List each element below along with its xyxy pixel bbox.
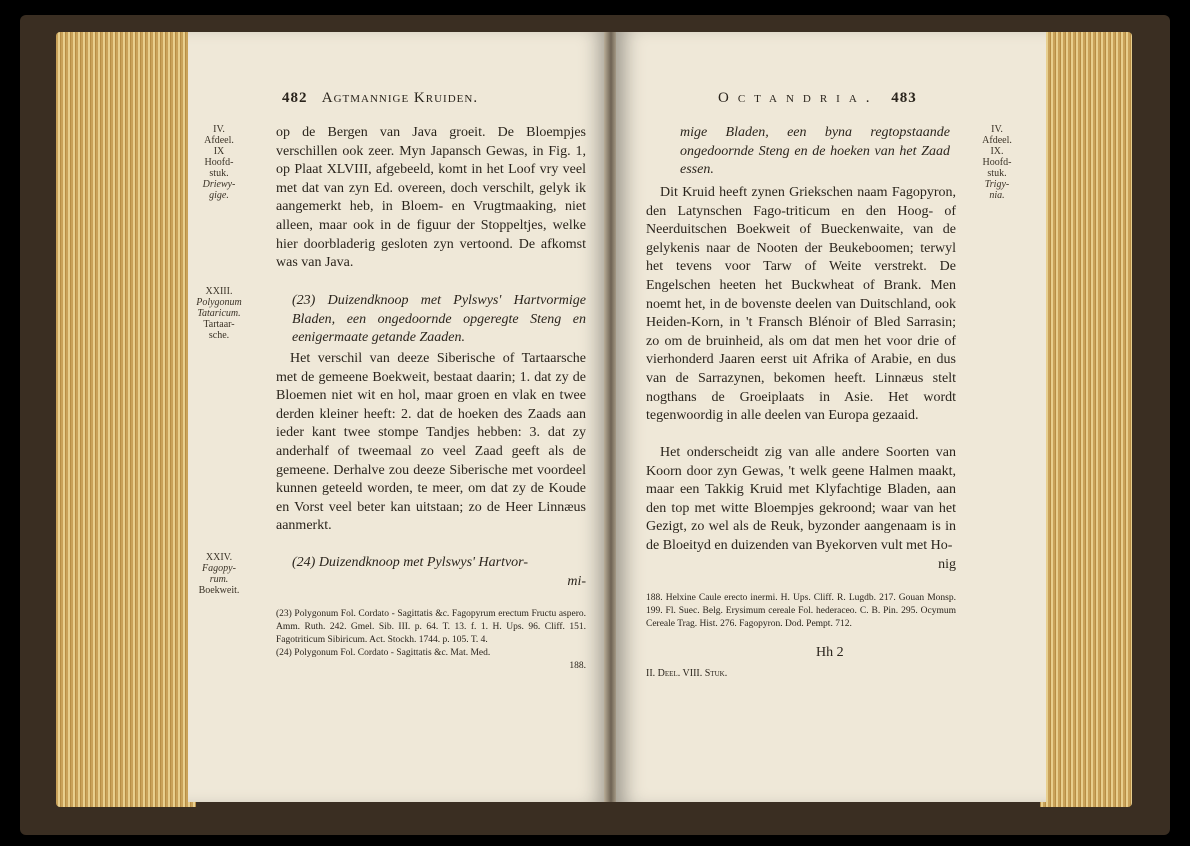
page-edges-left xyxy=(56,32,196,807)
left-footnotes xyxy=(276,608,586,673)
left-paragraph-2: Het verschil van deeze Siberische of Tartaarsche met de gemeene Boekweit, bestaat daarin; 1. dat zy de Bloemen niet wit en hol, maar groen en vlak en twee derden kleiner heeft: 2. dat de hoeken des Zaads aan ieder kant twee stompe Tandjes hebben: 3. dat zy anderhalf of tweemaal zo veel Zaad geeft als de gemeene. Derhalve zou deeze Siberische met voordeel kunnen geteeld worden, te meer, om dat zy de Koude en Vorst veel beter kan uitstaan; zo de Heer Linnæus aanmerkt. xyxy=(276,351,586,534)
right-page xyxy=(616,32,1046,802)
right-paragraph-2: Het onderscheidt zig van alle andere Soorten van Koorn door zyn Gewas, 't welk geene Halmen maakt, maar een Takkig Kruid met Klyfachtige Bladen, aan den top met witte Bloempjes gekroond; waar van het Gezigt, zo wel als de Reuk, byzonder aangenaam is in de Bloeityd en duizenden van Byekorven vult met Ho- nig xyxy=(646,445,956,572)
right-running-title: Octandria. xyxy=(718,90,879,106)
left-page-number: 482 xyxy=(282,90,308,106)
right-footnote: 188. Helxine Caule erecto inermi. H. Ups. Cliff. R. Lugdb. 217. Gouan Monsp. 199. Fl. Suec. Belg. Erysimum cereale Fol. hederaceo. C. B. Pin. 295. Ocymum Cereale Trag. Hist. 276. Fagopyron. Dod. Pempt. 712. xyxy=(646,593,956,629)
footnote-catchword: 188. xyxy=(569,661,586,671)
right-margin-note: IV. Afdeel. IX. Hoofd- stuk. Trigy- nia. xyxy=(982,124,1012,201)
volume-line: II. Deel. VIII. Stuk. xyxy=(646,668,728,679)
left-running-title: Agtmannige Kruiden. xyxy=(321,90,479,106)
left-page-header xyxy=(282,90,478,107)
species-24-continuation: mige Bladen, een byna regtopstaande ongedoornde Steng en de hoeken van het Zaad essen. xyxy=(680,125,950,178)
left-margin-note-2: XXIII. Polygonum Tataricum. Tartaar- sche. xyxy=(196,286,242,341)
footnote-24: (24) Polygonum Fol. Cordato - Sagittatis &c. Mat. Med. xyxy=(276,648,491,658)
right-page-number: 483 xyxy=(891,90,917,106)
left-page xyxy=(188,32,608,802)
species-23-heading: (23) Duizendknoop met Pylswys' Hartvormige Bladen, een ongedoornde opgeregte Steng en eenigermaate getande Zaaden. xyxy=(292,293,586,346)
left-margin-note-1: IV. Afdeel. IX Hoofd- stuk. Driewy- gige. xyxy=(202,124,236,201)
species-24-heading: (24) Duizendknoop met Pylswys' Hartvor- mi- xyxy=(292,555,586,589)
left-paragraph-1: op de Bergen van Java groeit. De Bloempjes verschillen ook zeer. Myn Japansch Gewas, in Fig. 1, op Plaat XLVIII, afgebeeld, komt in het Loof vry veel met dat van zyn Ed. overeen, doch verschilt, gelyk ik aangemerkt heb, in Bloem- en Vrugtmaaking, niet alleen, maar ook in de figuur der Stoppeltjes, welke hier doorbladerig gesloten zyn vertoond. De afkomst was van Java. xyxy=(276,125,586,271)
page-edges-right xyxy=(1040,32,1132,807)
footnote-23: (23) Polygonum Fol. Cordato - Sagittatis &c. Fagopyrum erectum Fructu aspero. Amm. Ruth. 242. Gmel. Sib. III. p. 64. T. 13. f. 1. H. Ups. 96. Cliff. 151. Fagotriticum Sibiricum. Act. Stockh. 1744. p. 105. T. 4. xyxy=(276,609,586,645)
left-margin-note-3: XXIV. Fagopy- rum. Boekweit. xyxy=(198,552,240,596)
signature-mark: Hh 2 xyxy=(816,645,844,660)
right-page-header xyxy=(718,90,917,107)
right-paragraph-1: Dit Kruid heeft zynen Griekschen naam Fagopyron, den Latynschen Fago-triticum en den Hoog- of Neerduitschen Boekweit of Bueckenwaite, van de gelykenis naar de Nooten der Beukeboomen; terwyl het tevens voor Tarw of Weite verstrekt. De Engelschen heeten het Buckwheat of Brank. Men noemt het, in de bovenste deelen van Duitschland, ook Heiden-Korn, in 't Fransch Blénoir of Bled Sarrasin; zo om de bruinheid, als om dat men het voor drie of vierhonderd Jaaren eerst uit Afrika of Arabie, en dus van de Sarrazynen, bekomen heeft. Linnæus stelt nogthans de Groeiplaats in Asie. Het wordt tegenwoordig in alle deelen van Europa gezaaid. xyxy=(646,185,956,424)
